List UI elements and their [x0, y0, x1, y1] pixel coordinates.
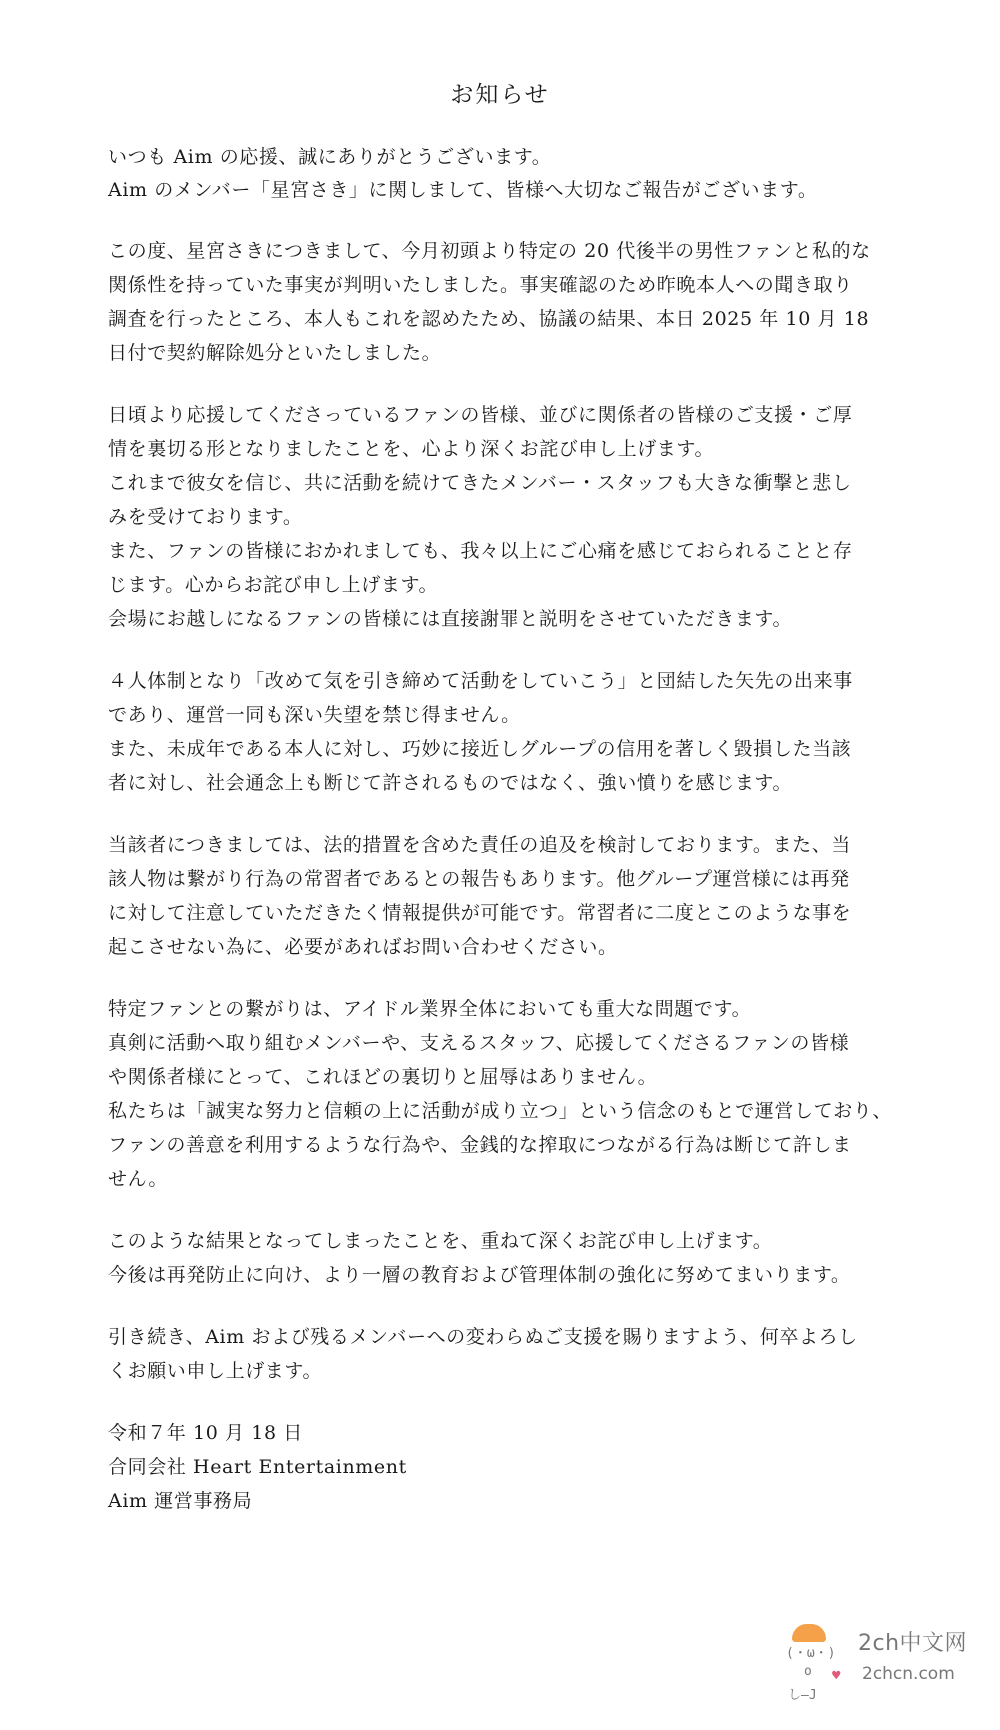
body-line: 日付で契約解除処分といたしました。 — [108, 342, 442, 364]
mascot-icon — [782, 1624, 848, 1703]
body-line: 真剣に活動へ取り組むメンバーや、支えるスタッフ、応援してくださるファンの皆様 — [108, 1032, 850, 1054]
watermark-site-name: 2ch中文网 — [858, 1631, 968, 1656]
body-line: みを受けております。 — [108, 506, 303, 528]
body-line: や関係者様にとって、これほどの裏切りと屈辱はありません。 — [108, 1066, 658, 1088]
body-line: 引き続き、Aim および残るメンバーへの変わらぬご支援を賜りますよう、何卒よろし — [108, 1326, 858, 1348]
body-line: に対して注意していただきたく情報提供が可能です。常習者に二度とこのような事を — [108, 902, 852, 924]
signature-date: 令和７年 10 月 18 日 — [108, 1422, 303, 1444]
body-line: 会場にお越しになるファンの皆様には直接謝罪と説明をさせていただきます。 — [108, 608, 793, 630]
body-line: ファンの善意を利用するような行為や、金銭的な搾取につながる行為は断じて許しま — [108, 1134, 852, 1156]
heart-icon: ♥ — [832, 1668, 841, 1684]
notice-title: お知らせ — [450, 82, 550, 108]
body-line: また、ファンの皆様におかれましても、我々以上にご心痛を感じておられることと存 — [108, 540, 853, 562]
body-line: いつも Aim の応援、誠にありがとうございます。 — [108, 146, 552, 168]
body-line: 調査を行ったところ、本人もこれを認めたため、協議の結果、本日 2025 年 10 月 18 — [108, 308, 870, 330]
mascot-body: し―J — [788, 1688, 817, 1703]
body-line: 日頃より応援してくださっているファンの皆様、並びに関係者の皆様のご支援・ご厚 — [108, 404, 853, 426]
site-watermark — [782, 1616, 972, 1706]
body-line: 関係性を持っていた事実が判明いたしました。事実確認のため昨晩本人への聞き取り — [108, 274, 853, 296]
body-line: また、未成年である本人に対し、巧妙に接近しグループの信用を著しく毀損した当該 — [108, 738, 852, 760]
body-line: じます。心からお詫び申し上げます。 — [108, 574, 439, 596]
body-line: 今後は再発防止に向け、より一層の教育および管理体制の強化に努めてまいります。 — [108, 1264, 851, 1286]
watermark-site-url: 2chcn.com — [862, 1664, 955, 1684]
body-line: 特定ファンとの繋がりは、アイドル業界全体においても重大な問題です。 — [108, 998, 752, 1020]
body-line: であり、運営一同も深い失望を禁じ得ません。 — [108, 704, 521, 726]
body-line: これまで彼女を信じ、共に活動を続けてきたメンバー・スタッフも大きな衝撃と悲し — [108, 472, 852, 494]
signature-office: Aim 運営事務局 — [108, 1490, 253, 1512]
body-line: Aim のメンバー「星宮さき」に関しまして、皆様へ大切なご報告がございます。 — [108, 179, 818, 201]
body-line: 者に対し、社会通念上も断じて許されるものではなく、強い憤りを感じます。 — [108, 772, 793, 794]
body-line: 起こさせない為に、必要があればお問い合わせください。 — [108, 936, 618, 958]
body-line: ４人体制となり「改めて気を引き締めて活動をしていこう」と団結した矢先の出来事 — [108, 670, 853, 692]
body-line: 情を裏切る形となりましたことを、心より深くお詫び申し上げます。 — [108, 438, 715, 460]
body-line: 該人物は繋がり行為の常習者であるとの報告もあります。他グループ運営様には再発 — [108, 868, 850, 890]
body-line: この度、星宮さきにつきまして、今月初頭より特定の 20 代後半の男性ファンと私的な — [108, 240, 871, 262]
body-line: 当該者につきましては、法的措置を含めた責任の追及を検討しております。また、当 — [108, 834, 851, 856]
mascot-mouth: o — [804, 1664, 812, 1679]
mascot-face: (・ω・) — [786, 1646, 836, 1661]
body-line: くお願い申し上げます。 — [108, 1360, 323, 1382]
body-line: せん。 — [108, 1168, 168, 1190]
signature-company: 合同会社 Heart Entertainment — [108, 1456, 407, 1478]
mascot-hair — [792, 1624, 826, 1642]
body-line: 私たちは「誠実な努力と信頼の上に活動が成り立つ」という信念のもとで運営しており、 — [108, 1100, 893, 1122]
body-line: このような結果となってしまったことを、重ねて深くお詫び申し上げます。 — [108, 1230, 773, 1252]
